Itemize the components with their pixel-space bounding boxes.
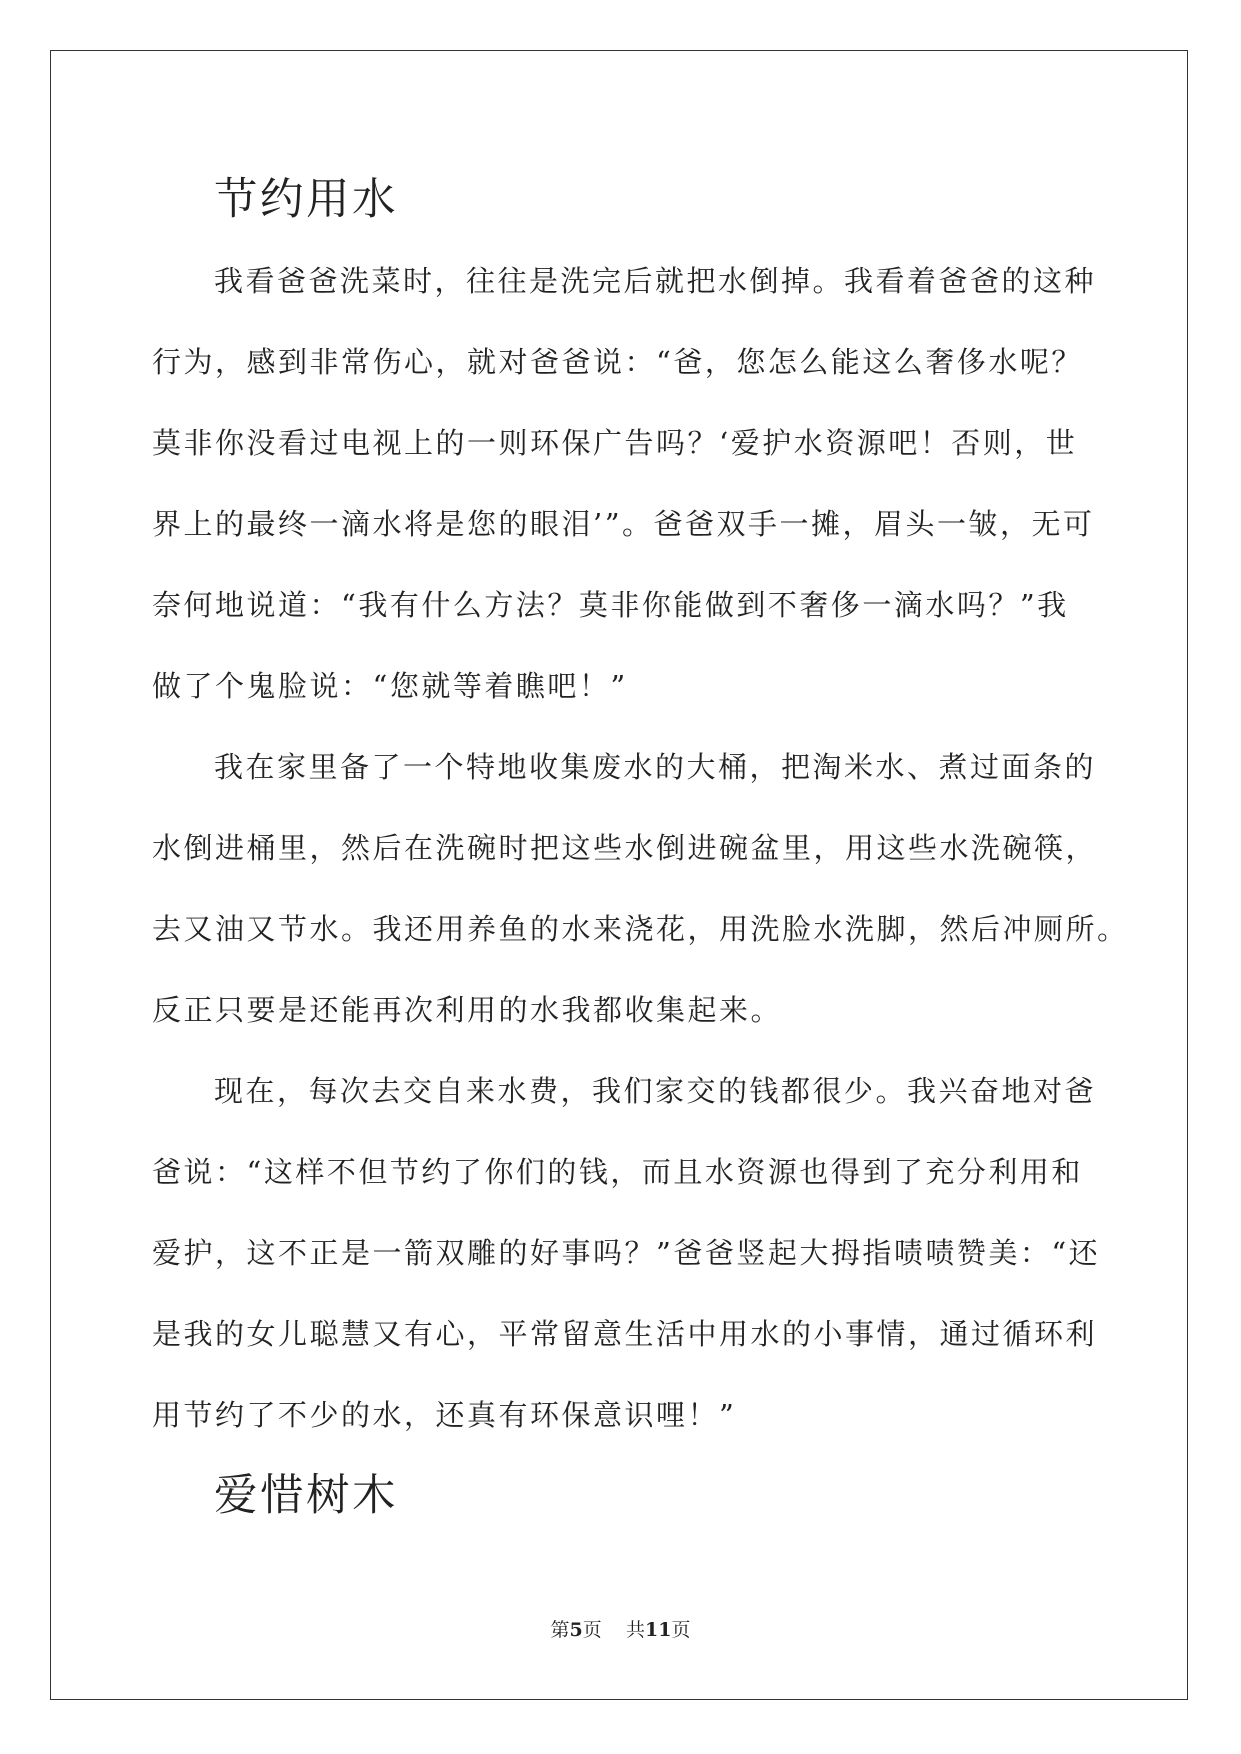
total-prefix: 共 — [625, 1619, 645, 1641]
page-suffix: 页 — [582, 1619, 602, 1641]
current-page-number: 5 — [569, 1619, 583, 1641]
text-line: 奈何地说道：“我有什么方法？莫非你能做到不奢侈一滴水吗？”我 — [152, 588, 1069, 622]
section-heading: 节约用水 — [214, 175, 398, 225]
text-line: 我在家里备了一个特地收集废水的大桶，把淘米水、煮过面条的 — [214, 750, 1097, 784]
text-line: 我看爸爸洗菜时，往往是洗完后就把水倒掉。我看着爸爸的这种 — [214, 264, 1097, 298]
page-prefix: 第 — [550, 1619, 570, 1641]
text-line: 爱护，这不正是一箭双雕的好事吗？”爸爸竖起大拇指啧啧赞美：“还 — [152, 1236, 1101, 1270]
text-line: 爸说：“这样不但节约了你们的钱，而且水资源也得到了充分利用和 — [152, 1155, 1083, 1189]
text-line: 行为，感到非常伤心，就对爸爸说：“爸，您怎么能这么奢侈水呢？ — [152, 345, 1083, 379]
text-line: 水倒进桶里，然后在洗碗时把这些水倒进碗盆里，用这些水洗碗筷， — [152, 831, 1098, 865]
paragraph — [152, 1051, 1101, 1456]
total-pages-number: 11 — [644, 1619, 672, 1641]
text-line: 界上的最终一滴水将是您的眼泪’”。爸爸双手一摊，眉头一皱，无可 — [152, 507, 1095, 541]
text-line: 现在，每次去交自来水费，我们家交的钱都很少。我兴奋地对爸 — [214, 1074, 1097, 1108]
paragraph — [152, 241, 1097, 727]
document-body — [152, 160, 1129, 1537]
section-heading: 爱惜树木 — [214, 1471, 398, 1521]
text-line: 反正只要是还能再次利用的水我都收集起来。 — [152, 993, 783, 1027]
text-line: 莫非你没看过电视上的一则环保广告吗？‘爱护水资源吧！否则，世 — [152, 426, 1078, 460]
text-line: 做了个鬼脸说：“您就等着瞧吧！” — [152, 669, 628, 703]
paragraph — [152, 727, 1129, 1051]
page-footer — [0, 1615, 1241, 1642]
text-line: 是我的女儿聪慧又有心，平常留意生活中用水的小事情，通过循环利 — [152, 1317, 1098, 1351]
text-line: 用节约了不少的水，还真有环保意识哩！” — [152, 1398, 737, 1432]
text-line: 去又油又节水。我还用养鱼的水来浇花，用洗脸水洗脚，然后冲厕所。 — [152, 912, 1129, 946]
total-suffix: 页 — [671, 1619, 691, 1641]
